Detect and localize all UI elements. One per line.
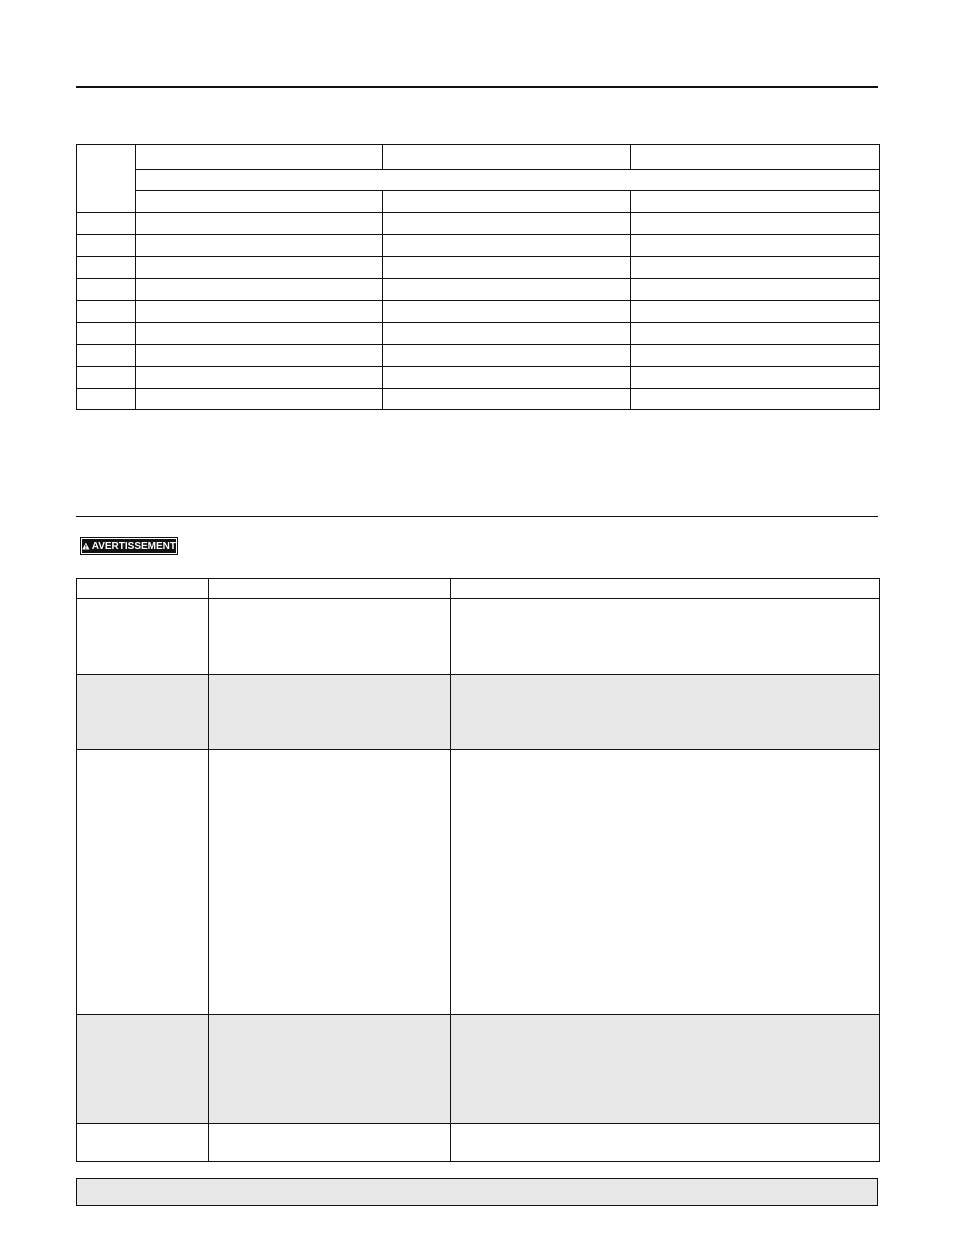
table-row xyxy=(77,279,880,301)
table1-cell xyxy=(631,345,880,367)
specification-table xyxy=(76,144,880,410)
footer-note-box xyxy=(76,1178,878,1206)
table1-cell xyxy=(77,367,136,389)
table1-cell xyxy=(136,279,383,301)
warning-badge xyxy=(80,537,178,555)
table1-cell xyxy=(383,213,631,235)
table1-cell xyxy=(136,213,383,235)
section-rule xyxy=(76,516,878,517)
table2-cell xyxy=(77,750,209,1015)
table2-cell xyxy=(77,599,209,675)
table-row xyxy=(77,213,880,235)
table2-cell xyxy=(209,675,451,750)
table1-cell xyxy=(383,323,631,345)
table1-cell xyxy=(631,235,880,257)
table1-subheader-cell xyxy=(631,191,880,213)
warning-label: AVERTISSEMENT xyxy=(91,540,176,552)
table1-cell xyxy=(136,323,383,345)
table2-cell xyxy=(451,675,880,750)
table-row xyxy=(77,599,880,675)
table2-header-row xyxy=(77,579,880,599)
table1-cell xyxy=(383,279,631,301)
table1-cell xyxy=(77,213,136,235)
table1-cell xyxy=(77,323,136,345)
table1-cell xyxy=(136,367,383,389)
top-rule xyxy=(76,86,878,88)
table2-cell xyxy=(209,599,451,675)
table2-cell xyxy=(77,1124,209,1162)
table2-cell xyxy=(451,1015,880,1124)
table1-cell xyxy=(383,389,631,410)
table-row xyxy=(77,1015,880,1124)
table1-cell xyxy=(77,301,136,323)
table-row xyxy=(77,323,880,345)
table1-cell xyxy=(383,235,631,257)
table1-corner-cell xyxy=(77,145,136,213)
table1-cell xyxy=(383,345,631,367)
table1-cell xyxy=(383,301,631,323)
table1-cell xyxy=(631,279,880,301)
table1-cell xyxy=(631,323,880,345)
warning-badge-inner xyxy=(82,539,176,553)
troubleshooting-table xyxy=(76,578,880,1162)
table2-header-cell xyxy=(77,579,209,599)
table1-cell xyxy=(77,345,136,367)
table1-cell xyxy=(136,345,383,367)
table2-cell xyxy=(451,1124,880,1162)
table2-cell xyxy=(451,599,880,675)
table2-cell xyxy=(209,1124,451,1162)
table1-cell xyxy=(631,301,880,323)
table1-cell xyxy=(383,367,631,389)
table1-cell xyxy=(136,301,383,323)
table1-cell xyxy=(631,257,880,279)
table-row xyxy=(77,750,880,1015)
warning-triangle-icon xyxy=(82,541,90,551)
table1-header-cell xyxy=(136,145,383,170)
table1-cell xyxy=(77,389,136,410)
table1-header-cell xyxy=(631,145,880,170)
table1-cell xyxy=(77,257,136,279)
table1-cell xyxy=(136,257,383,279)
table-row xyxy=(77,345,880,367)
table1-header-cell xyxy=(383,145,631,170)
table-row xyxy=(77,301,880,323)
table1-cell xyxy=(383,257,631,279)
table2-cell xyxy=(451,750,880,1015)
table2-header-cell xyxy=(451,579,880,599)
table2-cell xyxy=(209,750,451,1015)
table1-cell xyxy=(136,235,383,257)
table1-span-header xyxy=(136,170,880,191)
table-row xyxy=(77,367,880,389)
table1-cell xyxy=(631,213,880,235)
table1-cell xyxy=(631,367,880,389)
table1-cell xyxy=(77,279,136,301)
table1-cell xyxy=(631,389,880,410)
table1-cell xyxy=(136,389,383,410)
table2-cell xyxy=(77,675,209,750)
table-row xyxy=(77,257,880,279)
table1-subheader-cell xyxy=(383,191,631,213)
table1-cell xyxy=(77,235,136,257)
table2-cell xyxy=(209,1015,451,1124)
table-row xyxy=(77,235,880,257)
table-row xyxy=(77,1124,880,1162)
table-row xyxy=(77,389,880,410)
table2-cell xyxy=(77,1015,209,1124)
table2-header-cell xyxy=(209,579,451,599)
table-row xyxy=(77,675,880,750)
table1-subheader-cell xyxy=(136,191,383,213)
